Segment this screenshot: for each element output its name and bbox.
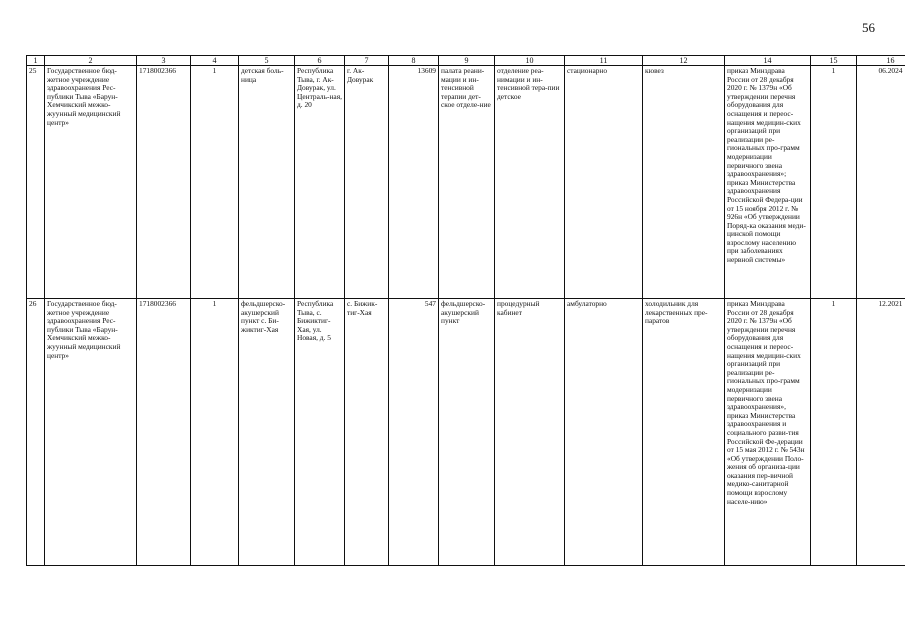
locality-cell: г. Ак-Довурак (345, 66, 389, 299)
date-cell: 12.2021 (857, 299, 905, 566)
quantity-cell: 1 (191, 66, 239, 299)
number-cell: 13609 (389, 66, 439, 299)
column-header: 12 (643, 56, 725, 66)
room-cell: процедурный кабинет (495, 299, 565, 566)
code-cell: 1718002366 (137, 66, 191, 299)
column-header: 7 (345, 56, 389, 66)
column-header: 15 (811, 56, 857, 66)
column-header: 10 (495, 56, 565, 66)
column-header: 9 (439, 56, 495, 66)
row-number: 26 (27, 299, 45, 566)
amount-cell: 1 (811, 66, 857, 299)
header-row (27, 56, 905, 66)
row-number: 25 (27, 66, 45, 299)
legal-basis-cell: приказ Минздрава России от 28 декабря 2020 г. № 1379н «Об утверждении перечня оборудования для оснащения и переос-нащения медицин-ских организаций при реализации ре-гиональных про-грамм модернизации первичного звена здравоохранения», приказ Министерства здравоохранения и социального разви-тия Российской Фе-дерации от 15 мая 2012 г. № 543н «Об утверждении Поло-жения об организа-ции оказания пер-вичной медико-санитарной помощи взрослому населе-нию» (725, 299, 811, 566)
equipment-cell: кювез (643, 66, 725, 299)
equipment-cell: холодильник для лекарственных пре-паратов (643, 299, 725, 566)
column-header: 1 (27, 56, 45, 66)
column-header: 3 (137, 56, 191, 66)
amount-cell: 1 (811, 299, 857, 566)
table-row (27, 66, 905, 299)
care-type-cell: амбулаторно (565, 299, 643, 566)
column-header: 6 (295, 56, 345, 66)
table-row (27, 299, 905, 566)
unit-cell: детская боль-ница (239, 66, 295, 299)
code-cell: 1718002366 (137, 299, 191, 566)
column-header: 2 (45, 56, 137, 66)
column-header: 11 (565, 56, 643, 66)
number-cell: 547 (389, 299, 439, 566)
column-header: 8 (389, 56, 439, 66)
room-cell: отделение реа-нимации и ин-тенсивной тера-пии детское (495, 66, 565, 299)
organization-cell: Государственное бюд-жетное учреждение здравоохранения Рес-публики Тыва «Барун-Хемчикский межко-жуунный медицинский центр» (45, 66, 137, 299)
department-cell: фельдшерско-акушерский пункт (439, 299, 495, 566)
locality-cell: с. Бижик-тиг-Хая (345, 299, 389, 566)
care-type-cell: стационарно (565, 66, 643, 299)
address-cell: Республика Тыва, г. Ак-Довурак, ул. Централь-ная, д. 20 (295, 66, 345, 299)
unit-cell: фельдшерско-акушерский пункт с. Би-жиктиг-Хая (239, 299, 295, 566)
column-header: 16 (857, 56, 905, 66)
column-header: 14 (725, 56, 811, 66)
date-cell: 06.2024 (857, 66, 905, 299)
organization-cell: Государственное бюд-жетное учреждение здравоохранения Рес-публики Тыва «Барун-Хемчикский межко-жуунный медицинский центр» (45, 299, 137, 566)
quantity-cell: 1 (191, 299, 239, 566)
page-number: 56 (862, 20, 875, 35)
column-header: 5 (239, 56, 295, 66)
column-header: 4 (191, 56, 239, 66)
department-cell: палата реани-мации и ин-тенсивной терапии дет-ское отделе-ние (439, 66, 495, 299)
equipment-table (26, 55, 905, 566)
address-cell: Республика Тыва, с. Бижиктиг-Хая, ул. Новая, д. 5 (295, 299, 345, 566)
legal-basis-cell: приказ Минздрава России от 28 декабря 2020 г. № 1379н «Об утверждении перечня оборудования для оснащения и переос-нащения медицин-ских организаций при реализации ре-гиональных про-грамм модернизации первичного звена здравоохранения»; приказ Министерства здравоохранения Российской Федера-ции от 15 ноября 2012 г. № 926н «Об утверждении Поряд-ка оказания меди-цинской помощи взрослому населению при заболеваниях нервной системы» (725, 66, 811, 299)
